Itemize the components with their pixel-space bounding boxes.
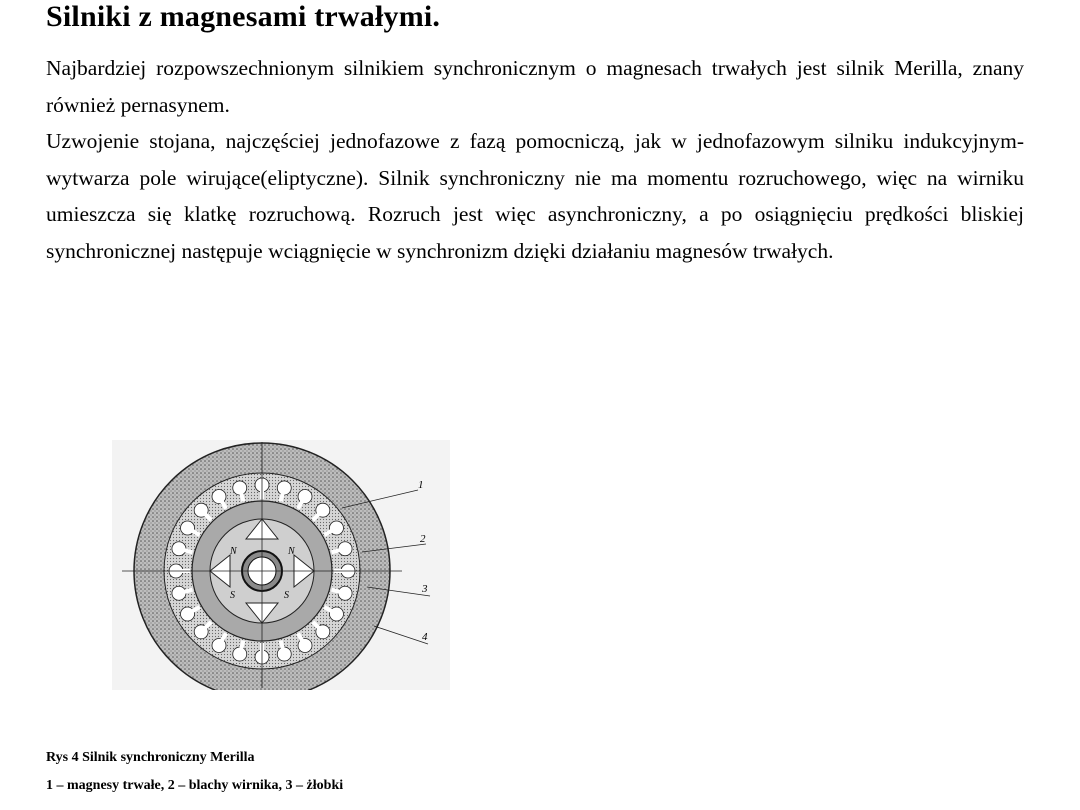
pole-letter-s-1: S bbox=[284, 590, 289, 601]
caption-title: Rys 4 Silnik synchroniczny Merilla bbox=[46, 750, 255, 765]
callout-4: 4 bbox=[422, 631, 428, 643]
paragraph-1: Najbardziej rozpowszechnionym silnikiem synchronicznym o magnesach trwałych jest silnik Merilla, znany również pernasynem. bbox=[46, 56, 1024, 117]
motor-drawing bbox=[112, 440, 450, 690]
body-text bbox=[46, 50, 1024, 269]
section-title: Silniki z magnesami trwałymi. bbox=[46, 0, 441, 33]
pole-letter-s-2: S bbox=[230, 590, 235, 601]
callout-3: 3 bbox=[422, 583, 428, 595]
callout-1: 1 bbox=[418, 479, 424, 491]
caption-legend: 1 – magnesy trwałe, 2 – blachy wirnika, 3 – żłobki bbox=[46, 778, 344, 793]
pole-letter-n-2: N bbox=[288, 546, 295, 557]
callout-2: 2 bbox=[420, 533, 426, 545]
paragraph-2: Uzwojenie stojana, najczęściej jednofazowe z fazą pomocniczą, jak w jednofazowym silniku indukcyjnym- wytwarza pole wirujące(eliptyczne). Silnik synchroniczny nie ma momentu rozruchowego, więc na wirniku umieszcza się klatkę rozruchową. Rozruch jest więc asynchroniczny, a po osiągnięciu prędkości bliskiej synchronicznej następuje wciągnięcie w synchronizm dzięki działaniu magnesów trwałych. bbox=[46, 129, 1024, 263]
motor-cross-section-figure bbox=[112, 440, 450, 690]
pole-letter-n-1: N bbox=[230, 546, 237, 557]
figure-caption bbox=[46, 744, 343, 800]
